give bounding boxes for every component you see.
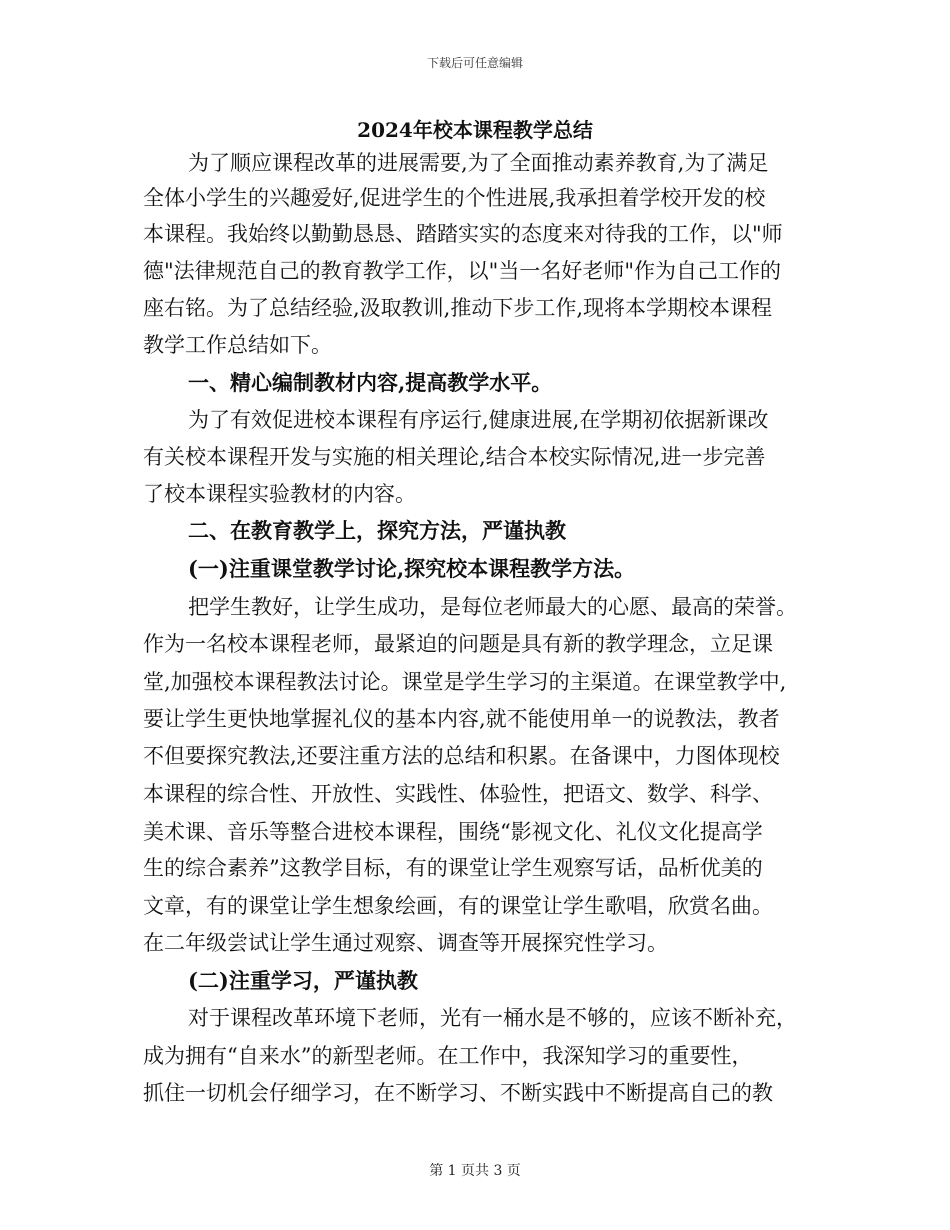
- subsection-heading-1: (一)注重课堂教学讨论,探究校本课程教学方法。: [188, 556, 636, 581]
- section-heading-1: 一、精心编制教材内容,提高教学水平。: [188, 370, 553, 395]
- body-line: 有关校本课程开发与实施的相关理论,结合本校实际情况,进一步完善: [143, 445, 766, 469]
- subsection-heading-2: (二)注重学习，严谨执教: [188, 968, 418, 993]
- body-line: 把学生教好，让学生成功，是每位老师最大的心愿、最高的荣誉。: [188, 595, 797, 619]
- body-line: 在二年级尝试让学生通过观察、调查等开展探究性学习。: [143, 931, 668, 955]
- body-line: 了校本课程实验教材的内容。: [143, 482, 416, 506]
- body-line: 教学工作总结如下。: [143, 333, 332, 357]
- body-line: 对于课程改革环境下老师，光有一桶水是不够的，应该不断补充，: [188, 1006, 797, 1030]
- body-line: 不但要探究教法,还要注重方法的总结和积累。在备课中，力图体现校: [143, 744, 780, 768]
- body-line: 为了顺应课程改革的进展需要,为了全面推动素养教育,为了满足: [188, 151, 769, 175]
- body-line: 座右铭。为了总结经验,汲取教训,推动下步工作,现将本学期校本课程: [143, 296, 773, 320]
- body-line: 全体小学生的兴趣爱好,促进学生的个性进展,我承担着学校开发的校: [143, 186, 766, 210]
- body-line: 文章，有的课堂让学生想象绘画，有的课堂让学生歌唱，欣赏名曲。: [143, 894, 773, 918]
- body-line: 生的综合素养”这教学目标，有的课堂让学生观察写话，品析优美的: [143, 856, 763, 880]
- page-header: 下载后可任意编辑: [426, 56, 523, 70]
- body-line: 堂,加强校本课程教法讨论。课堂是学生学习的主渠道。在课堂教学中,: [143, 670, 787, 694]
- body-line: 德"法律规范自己的教育教学工作，以"当一名好老师"作为自己工作的: [143, 259, 781, 283]
- body-line: 抓住一切机会仔细学习，在不断学习、不断实践中不断提高自己的教: [143, 1081, 773, 1105]
- page-footer: 第 1 页共 3 页: [429, 1163, 521, 1179]
- section-heading-2: 二、在教育教学上，探究方法，严谨执教: [188, 518, 566, 543]
- body-line: 成为拥有“自来水”的新型老师。在工作中，我深知学习的重要性，: [143, 1044, 753, 1068]
- body-line: 本课程。我始终以勤勤恳恳、踏踏实实的态度来对待我的工作，以"师: [143, 222, 783, 246]
- body-line: 作为一名校本课程老师，最紧迫的问题是具有新的教学理念，立足课: [143, 632, 773, 656]
- body-line: 本课程的综合性、开放性、实践性、体验性，把语文、数学、科学、: [143, 782, 773, 806]
- body-line: 要让学生更快地掌握礼仪的基本内容,就不能使用单一的说教法，教者: [143, 707, 780, 731]
- body-line: 美术课、音乐等整合进校本课程，围绕“影视文化、礼仪文化提高学: [143, 820, 763, 844]
- body-line: 为了有效促进校本课程有序运行,健康进展,在学期初依据新课改: [188, 408, 769, 432]
- document-title: 2024年校本课程教学总结: [357, 118, 593, 142]
